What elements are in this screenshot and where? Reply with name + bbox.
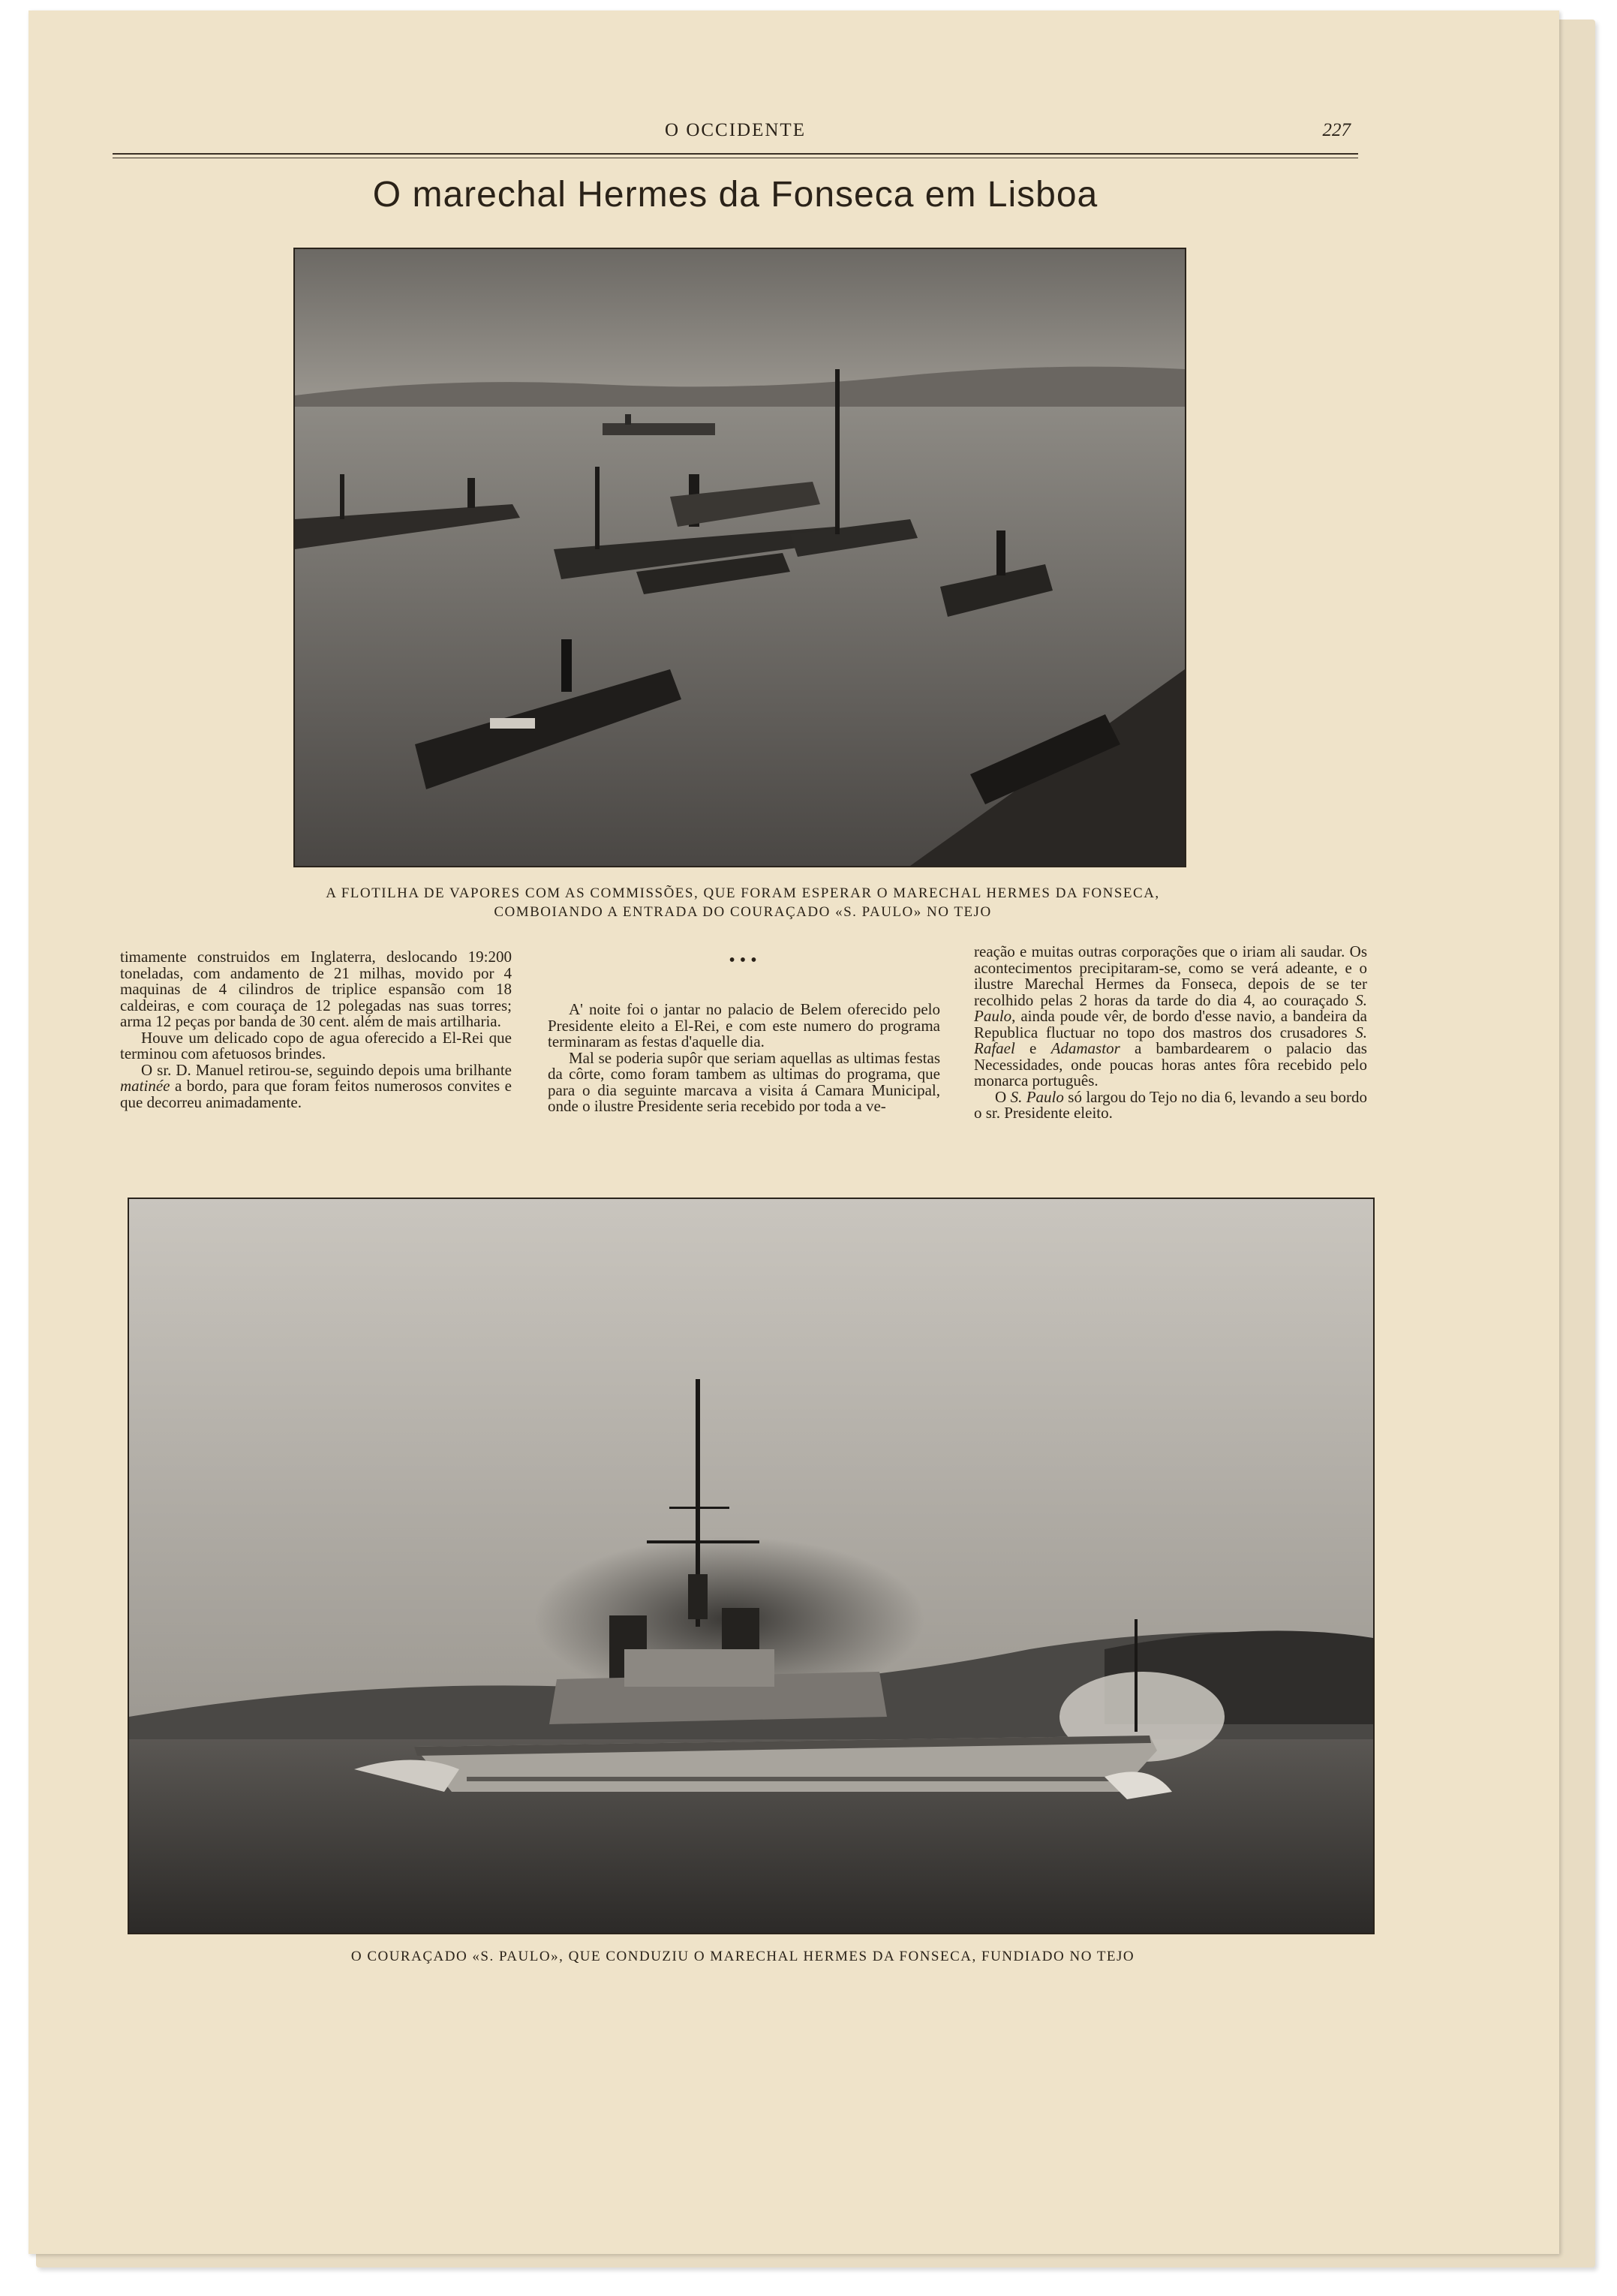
flotilla-caption-line1: A FLOTILHA DE VAPORES COM AS COMMISSÕES, QUE FORAM ESPERAR O MARECHAL HERMES DA FONSECA,: [326, 885, 1160, 901]
flotilla-caption: [285, 884, 1201, 921]
article-title: O marechal Hermes da Fonseca em Lisboa: [372, 175, 1099, 215]
masthead: O OCCIDENTE: [665, 120, 806, 140]
column-2: [548, 1002, 940, 1115]
column-3-paragraph: [974, 944, 1367, 1089]
battleship-caption: O COURAÇADO «S. PAULO», QUE CONDUZIU O MARECHAL HERMES DA FONSECA, FUNDIADO NO TEJO: [350, 1949, 1135, 1964]
text-run: O sr. D. Manuel retirou-se, seguindo depois uma brilhante: [141, 1060, 512, 1079]
ship-name: S. Paulo: [974, 990, 1367, 1025]
ship-name: S. Rafael: [974, 1023, 1367, 1057]
text-run: só largou do Tejo no dia 6, levando a seu bordo o sr. Presidente eleito.: [974, 1087, 1367, 1122]
page-number: 227: [1322, 120, 1351, 140]
column-2-paragraph: Mal se poderia supôr que seriam aquellas as ultimas festas da côrte, como foram tambem as ultimas do programa, que para o dia seguinte marcava a visita á Camara Municipal, onde o ilustre Presidente seria recebido por toda a ve-: [548, 1048, 940, 1115]
text-run: O: [995, 1087, 1011, 1106]
text-run: a bambardearem o palacio das Necessidades, onde poucas horas antes fôra recebido pelo monarca português.: [974, 1039, 1367, 1089]
battleship-photo: [128, 1198, 1375, 1934]
flotilla-photo: [293, 248, 1186, 867]
emphasis-matinee: matinée: [120, 1077, 170, 1095]
column-1-paragraph: [120, 1062, 512, 1111]
column-2-paragraph: A' noite foi o jantar no palacio de Belem oferecido pelo Presidente eleito a El-Rei, e com este numero do programa terminaram as festas d'aquelle dia.: [548, 1000, 940, 1050]
text-run: e: [1014, 1039, 1051, 1057]
running-head: [113, 120, 1358, 158]
column-1-paragraph: Houve um delicado copo de agua oferecido a El-Rei que terminou com afetuosos brindes.: [120, 1028, 512, 1062]
text-run: reação e muitas outras corporações que o iriam ali saudar. Os acontecimentos precipitaram-se, como se verá adeante, e o ilustre Marechal Hermes da Fonseca, depois de se ter recolhido pelas 2 horas da tarde do dia 4, ao couraçado: [974, 942, 1367, 1009]
flotilla-caption-line2: COMBOIANDO A ENTRADA DO COURAÇADO «S. PAULO» NO TEJO: [494, 904, 992, 920]
column-1: [120, 949, 512, 1110]
ship-name: S. Paulo: [1010, 1087, 1064, 1106]
text-run: a bordo, para que foram feitos numerosos convites e que decorreu animadamente.: [120, 1077, 512, 1111]
ship-name: Adamastor: [1050, 1039, 1120, 1057]
column-1-paragraph: timamente construidos em Inglaterra, deslocando 19:200 toneladas, com andamento de 21 milhas, movido por 4 maquinas de 4 cilindros de triplice espansão com 18 caldeiras, e com couraça de 12 polegadas nas suas torres; arma 12 peças por banda de 30 cent. além de mais artilharia.: [120, 948, 512, 1030]
column-3: [974, 944, 1367, 1122]
column-3-paragraph: [974, 1089, 1367, 1122]
text-run: , ainda poude vêr, de bordo d'esse navio, a bandeira da Republica fluctuar no topo dos mastros dos crusadores: [974, 1007, 1367, 1041]
section-separator: • • •: [729, 951, 757, 970]
header-rule: [113, 153, 1358, 155]
